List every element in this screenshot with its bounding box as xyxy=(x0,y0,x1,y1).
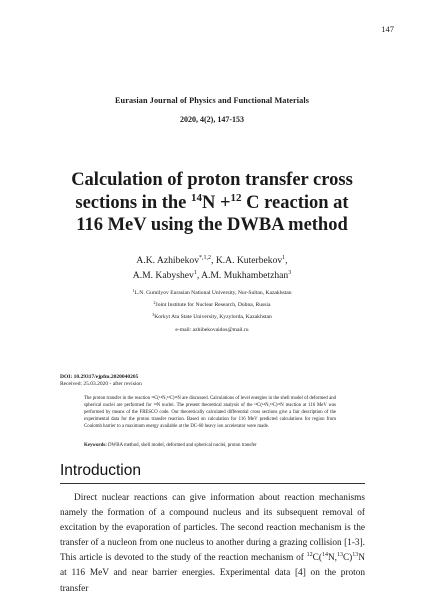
keywords xyxy=(84,443,344,448)
author-line-2 xyxy=(0,269,424,284)
affil-text: L.N. Gumilyov Eurasian National University, Nur-Sultan, Kazakhstan xyxy=(134,290,292,296)
isotope-superscript: 13 xyxy=(352,552,359,559)
keywords-label: Keywords: xyxy=(84,443,107,448)
section-divider xyxy=(60,483,365,484)
isotope-superscript: 14 xyxy=(321,552,328,559)
author-affil-marker: *,1,2 xyxy=(199,255,212,261)
title-text: sections in the xyxy=(75,192,192,213)
author-affil-marker: 3 xyxy=(288,269,292,276)
author-line-1 xyxy=(0,254,424,269)
doi-value[interactable]: 10.29317/ejpfm.2020040205 xyxy=(73,374,139,380)
keywords-text: DWBA method, shell model, deformed and spherical nuclei, proton transfer xyxy=(106,443,257,448)
title-superscript: 14 xyxy=(191,191,203,204)
isotope-superscript: 13 xyxy=(336,552,343,559)
abstract: The proton transfer in the reaction ¹²C(¹⁴N,¹³C)¹³N are discussed. Calculations of level energies in the shell model of deformed and spherical nuclei are performed for ¹⁴N nuclei. The present theoretical analysis of the ¹²C(¹⁴N,¹³C)¹³N reaction at 116 MeV was performed by means of the FRESCO code. Our theoretically calculated differential cross sections give a fair description of the experimental data for the proton transfer reaction. Based on calculation for 116 MeV predicted calculations for region from Coulomb barrier to a maximum energy available at the DC-60 heavy ion accelerator were made. xyxy=(84,396,336,430)
author-separator: , xyxy=(285,255,288,266)
author-name: , A.M. Mukhambetzhan xyxy=(196,269,289,281)
section-heading-introduction: Introduction xyxy=(60,462,141,479)
affil-marker: 3 xyxy=(152,312,155,317)
title-text: C reaction at xyxy=(241,192,349,213)
body-text: C) xyxy=(342,553,353,564)
email-line[interactable]: e-mail: azhibekovaidos@mail.ru xyxy=(175,327,249,333)
title-line-3: 116 MeV using the DWBA method xyxy=(76,215,348,235)
affiliation-1 xyxy=(0,290,424,296)
author-affil-marker: 1 xyxy=(193,269,197,276)
author-name: , K.A. Kuterbekov xyxy=(211,255,283,266)
affil-text: Joint Institute for Nuclear Research, Dubna, Russia xyxy=(155,302,271,308)
doi-label: DOI: xyxy=(60,374,73,380)
page-number: 147 xyxy=(381,24,394,34)
title-line-2 xyxy=(20,192,404,215)
isotope-superscript: 12 xyxy=(306,552,313,559)
author-affil-marker: 1 xyxy=(282,255,286,261)
introduction-paragraph xyxy=(60,491,365,597)
title-line-1: Calculation of proton transfer cross xyxy=(71,170,353,190)
doi-line[interactable] xyxy=(60,374,138,380)
body-text: N, xyxy=(327,553,337,564)
author-name: A.M. Kabyshev xyxy=(132,269,194,281)
affiliation-3 xyxy=(0,314,424,320)
article-title xyxy=(20,169,404,237)
title-superscript: 12 xyxy=(230,191,242,204)
body-text: Direct nuclear reactions can give information about reaction mechanisms namely the formation of a compound nucleus and its subsequent removal of excitation by the evaporation of particles. The second reaction mechanism is the transfer of a nucleon from one nucleus to another during a grazing collision [1-3]. This article is devoted to the study of the reaction mechanism of xyxy=(60,493,365,564)
body-text: C( xyxy=(312,553,322,564)
title-text: N + xyxy=(202,192,231,213)
journal-issue: 2020, 4(2), 147-153 xyxy=(180,115,244,124)
affil-text: Korkyt Ata State University, Kyzylorda, Kazakhstan xyxy=(154,314,272,320)
body-text: N at 116 MeV and near barrier energies. Experimental data [4] on the proton transfer xyxy=(60,553,365,594)
journal-title: Eurasian Journal of Physics and Functional Materials xyxy=(115,96,309,105)
affil-marker: 2 xyxy=(153,300,156,305)
author-name: A.K. Azhibekov xyxy=(136,255,200,266)
affiliation-2 xyxy=(0,302,424,308)
author-list xyxy=(0,254,424,283)
affil-marker: 1 xyxy=(132,288,135,293)
received-date: Received: 25.03.2020 - after revision xyxy=(60,381,142,387)
